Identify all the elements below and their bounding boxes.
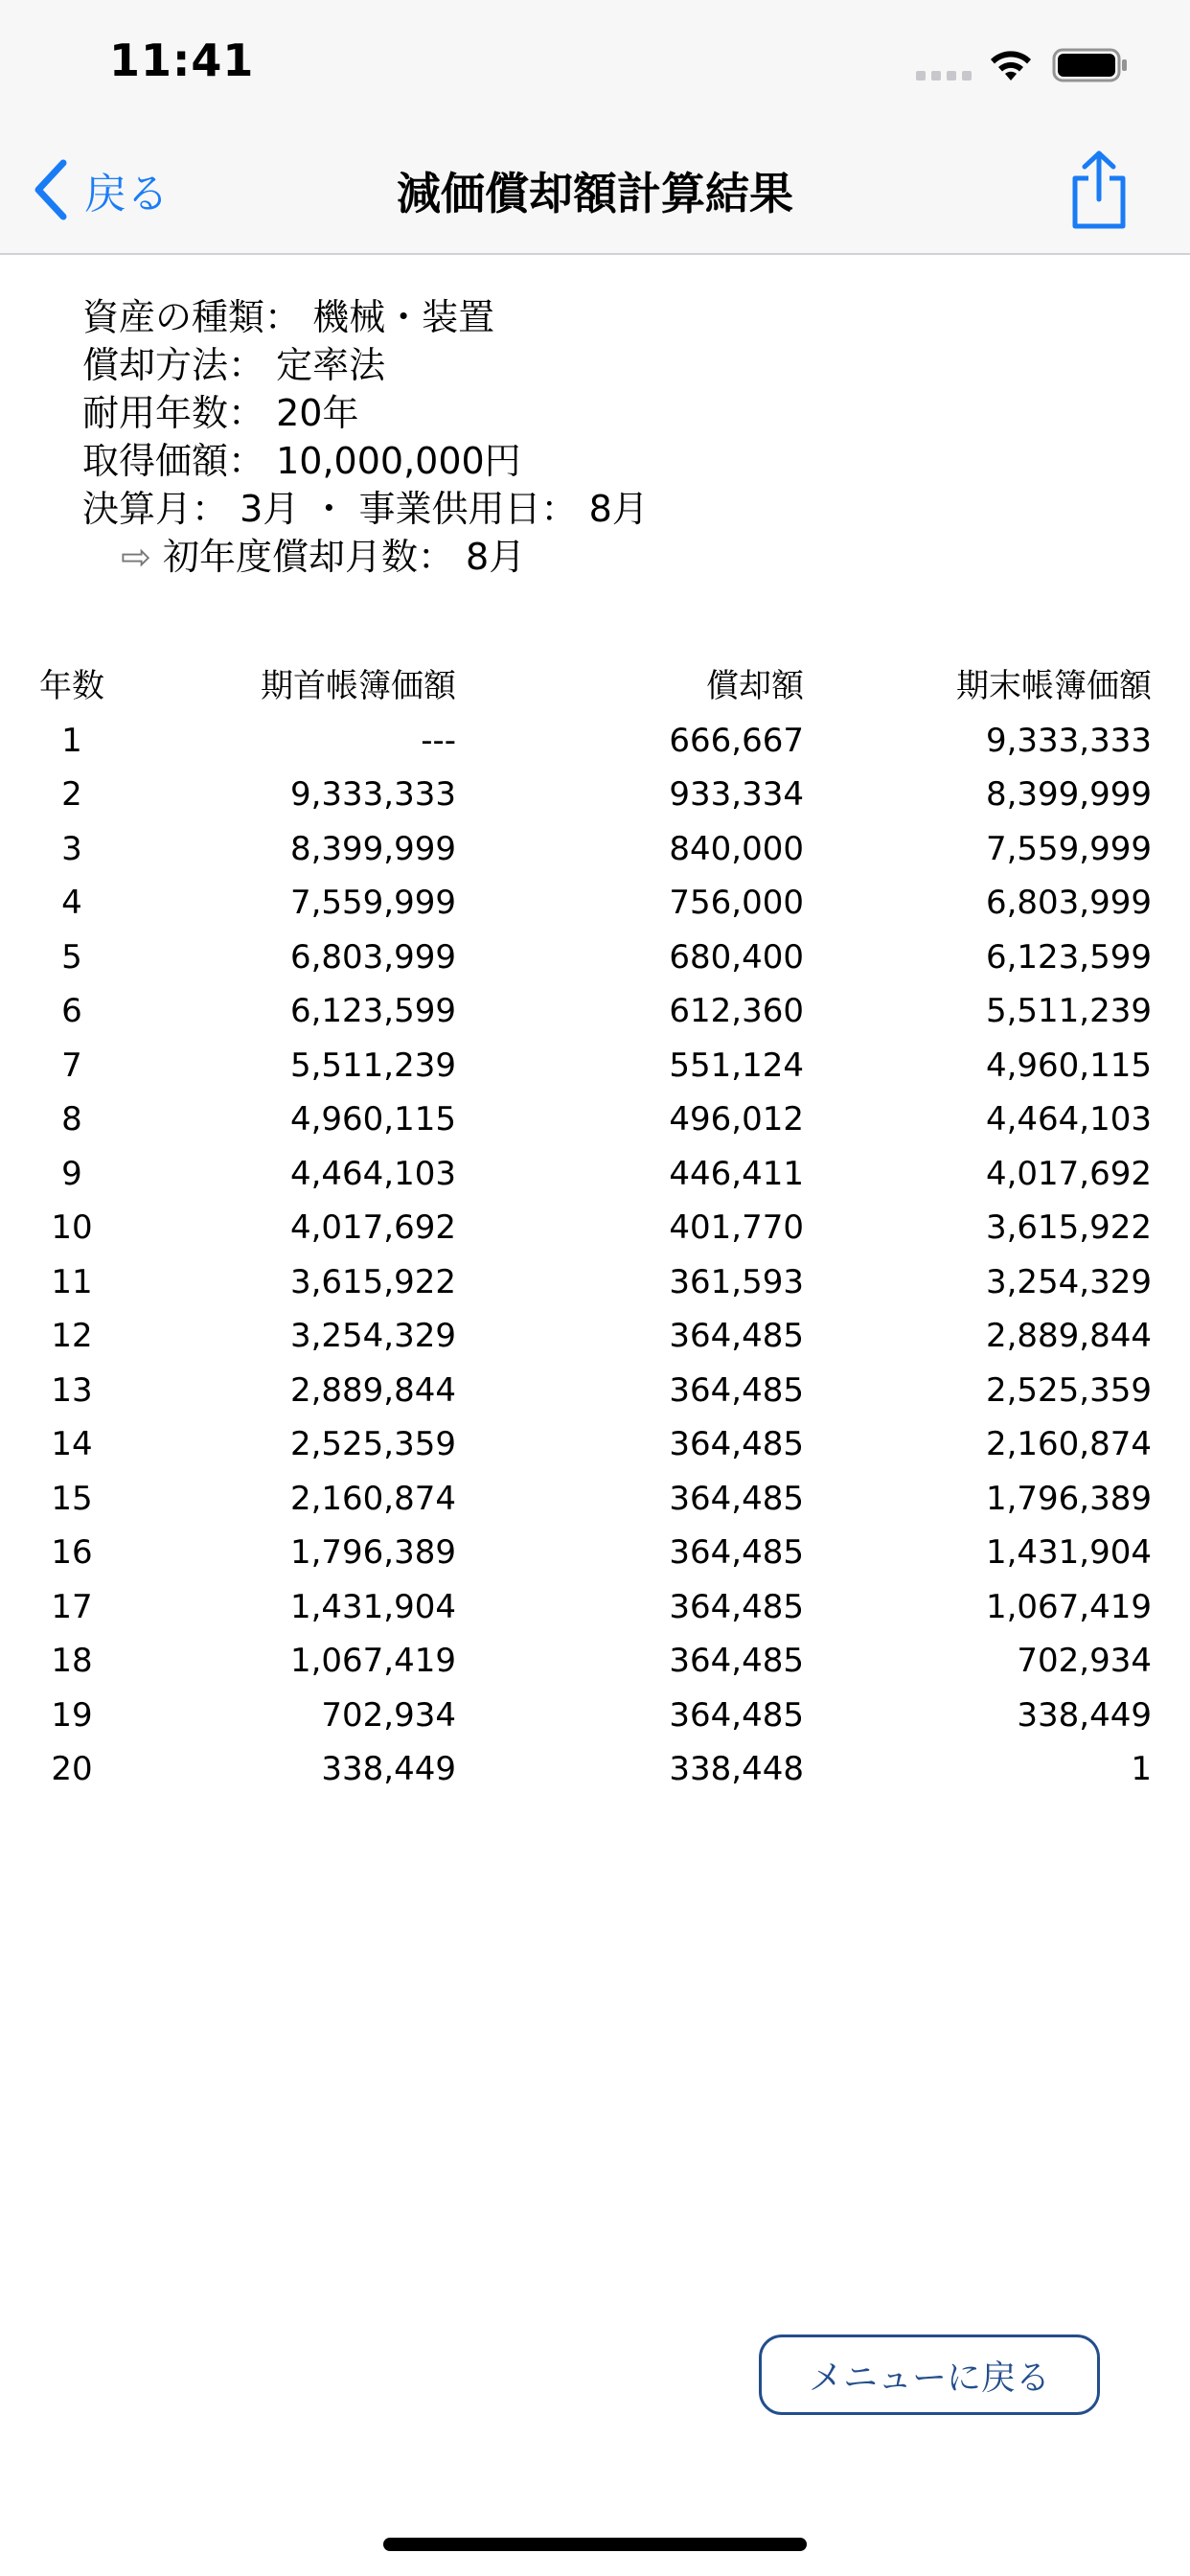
table-row [0, 1039, 1190, 1093]
closing-month-line [82, 485, 649, 533]
cell-year: 13 [51, 1370, 93, 1410]
first-year-line [82, 533, 649, 581]
cell-closing-value: 338,449 [1017, 1695, 1152, 1735]
page-title: 減価償却額計算結果 [397, 168, 793, 219]
separator: ・ [310, 488, 348, 530]
cell-year: 11 [51, 1262, 93, 1301]
cell-year: 17 [51, 1587, 93, 1626]
table-row [0, 1689, 1190, 1743]
table-row [0, 931, 1190, 985]
service-start-value: 8月 [588, 488, 649, 530]
cell-depreciation: 612,360 [669, 992, 804, 1030]
cell-opening-value: 6,123,599 [289, 992, 456, 1030]
header-opening-value: 期首帳簿価額 [261, 667, 456, 705]
cell-year: 12 [51, 1317, 93, 1355]
table-header [0, 659, 1190, 714]
back-to-menu-button[interactable]: メニューに戻る [759, 2334, 1100, 2415]
cell-year: 18 [51, 1642, 93, 1680]
cell-depreciation: 364,485 [669, 1425, 804, 1463]
table-row [0, 1147, 1190, 1202]
share-icon[interactable] [1065, 150, 1133, 230]
cell-depreciation: 364,485 [669, 1695, 804, 1735]
table-row [0, 1742, 1190, 1797]
cell-year: 19 [51, 1695, 93, 1735]
back-label: 戻る [84, 170, 169, 218]
cell-opening-value: 3,254,329 [289, 1317, 456, 1355]
cell-depreciation: 680,400 [669, 937, 804, 977]
cellular-signal-icon [916, 71, 972, 80]
cell-year: 14 [51, 1425, 93, 1463]
calculation-summary [82, 293, 649, 581]
cell-year: 2 [61, 775, 82, 814]
cell-opening-value: 2,160,874 [289, 1479, 456, 1518]
cell-opening-value: 4,017,692 [289, 1208, 456, 1247]
cell-depreciation: 364,485 [669, 1587, 804, 1626]
cell-depreciation: 496,012 [669, 1100, 804, 1138]
table-row [0, 1201, 1190, 1255]
service-start-label: 事業供用日： [358, 488, 578, 530]
first-year-label: 初年度償却月数： [162, 536, 454, 578]
cell-year: 20 [51, 1750, 93, 1788]
cell-depreciation: 756,000 [669, 884, 804, 922]
cell-depreciation: 401,770 [669, 1208, 804, 1247]
cell-depreciation: 551,124 [669, 1046, 804, 1085]
table-row [0, 1092, 1190, 1147]
table-row [0, 1417, 1190, 1472]
table-row [0, 1309, 1190, 1364]
cell-depreciation: 364,485 [669, 1370, 804, 1410]
cell-opening-value: 5,511,239 [289, 1046, 456, 1085]
table-row [0, 768, 1190, 822]
cell-closing-value: 1,067,419 [985, 1587, 1152, 1626]
battery-icon [1052, 46, 1129, 84]
table-body [0, 714, 1190, 1797]
asset-type-line [82, 293, 649, 341]
cell-opening-value: 1,431,904 [289, 1587, 456, 1626]
navigation-bar [0, 126, 1190, 255]
wifi-icon [987, 46, 1035, 84]
cell-depreciation: 361,593 [669, 1262, 804, 1301]
cell-opening-value: 4,960,115 [289, 1100, 456, 1138]
cell-year: 16 [51, 1533, 93, 1572]
first-year-value: 8月 [466, 536, 526, 578]
cell-depreciation: 338,448 [669, 1750, 804, 1788]
cost-line [82, 437, 649, 485]
cost-value: 10,000,000円 [276, 440, 521, 482]
status-bar [0, 0, 1190, 126]
cell-opening-value: 2,525,359 [289, 1425, 456, 1463]
cell-depreciation: 364,485 [669, 1533, 804, 1572]
cell-closing-value: 7,559,999 [985, 829, 1152, 868]
table-row [0, 984, 1190, 1039]
cell-year: 9 [61, 1154, 82, 1193]
method-line [82, 341, 649, 389]
asset-type-value: 機械・装置 [312, 296, 495, 338]
closing-month-label: 決算月： [82, 488, 229, 530]
cell-closing-value: 2,525,359 [985, 1370, 1152, 1410]
table-row [0, 1580, 1190, 1635]
cell-closing-value: 6,123,599 [985, 937, 1152, 977]
closing-month-value: 3月 [240, 488, 300, 530]
cell-opening-value: 1,796,389 [289, 1533, 456, 1572]
method-label: 償却方法： [82, 344, 265, 386]
cell-year: 4 [61, 884, 82, 922]
table-row [0, 1472, 1190, 1527]
cell-opening-value: 8,399,999 [289, 829, 456, 868]
table-row [0, 822, 1190, 877]
cell-depreciation: 364,485 [669, 1317, 804, 1355]
cell-depreciation: 933,334 [669, 775, 804, 814]
cell-depreciation: 364,485 [669, 1479, 804, 1518]
header-depreciation: 償却額 [706, 667, 804, 705]
cell-year: 6 [61, 992, 82, 1030]
status-time: 11:41 [109, 34, 255, 86]
cell-year: 3 [61, 829, 82, 868]
cell-closing-value: 1,796,389 [985, 1479, 1152, 1518]
useful-life-value: 20年 [276, 392, 359, 434]
cell-closing-value: 5,511,239 [985, 992, 1152, 1030]
cell-depreciation: 446,411 [669, 1154, 804, 1193]
cell-year: 15 [51, 1479, 93, 1518]
table-row [0, 1634, 1190, 1689]
cell-opening-value: 9,333,333 [289, 775, 456, 814]
cell-year: 7 [61, 1046, 82, 1085]
table-row [0, 1255, 1190, 1310]
cell-opening-value: 7,559,999 [289, 884, 456, 922]
useful-life-label: 耐用年数： [82, 392, 265, 434]
cell-depreciation: 666,667 [669, 721, 804, 760]
table-row [0, 714, 1190, 769]
cell-closing-value: 2,889,844 [985, 1317, 1152, 1355]
cell-depreciation: 364,485 [669, 1642, 804, 1680]
table-row [0, 876, 1190, 931]
cell-closing-value: 9,333,333 [985, 721, 1152, 760]
cell-opening-value: 4,464,103 [289, 1154, 456, 1193]
useful-life-line [82, 389, 649, 437]
cell-closing-value: 1 [1131, 1750, 1152, 1788]
cell-opening-value: 1,067,419 [289, 1642, 456, 1680]
cell-opening-value: 6,803,999 [289, 937, 456, 977]
cell-opening-value: 338,449 [321, 1750, 456, 1788]
arrow-right-icon: ⇨ [121, 536, 151, 578]
cell-year: 8 [61, 1100, 82, 1138]
asset-type-label: 資産の種類： [82, 296, 302, 338]
cell-closing-value: 702,934 [1017, 1642, 1152, 1680]
method-value: 定率法 [276, 344, 386, 386]
cell-opening-value: 702,934 [321, 1695, 456, 1735]
table-row [0, 1364, 1190, 1418]
cell-closing-value: 4,960,115 [985, 1046, 1152, 1085]
cell-closing-value: 3,615,922 [985, 1208, 1152, 1247]
cell-closing-value: 3,254,329 [985, 1262, 1152, 1301]
cell-closing-value: 4,464,103 [985, 1100, 1152, 1138]
table-row [0, 1526, 1190, 1580]
cell-opening-value: 2,889,844 [289, 1370, 456, 1410]
cell-opening-value: --- [421, 721, 456, 760]
cell-closing-value: 2,160,874 [985, 1425, 1152, 1463]
depreciation-table [0, 659, 1190, 1797]
cell-closing-value: 1,431,904 [985, 1533, 1152, 1572]
cost-label: 取得価額： [82, 440, 265, 482]
header-closing-value: 期末帳簿価額 [956, 667, 1152, 705]
home-indicator [383, 2538, 807, 2551]
cell-opening-value: 3,615,922 [289, 1262, 456, 1301]
cell-year: 10 [51, 1208, 93, 1247]
cell-depreciation: 840,000 [669, 829, 804, 868]
header-year: 年数 [39, 667, 104, 705]
cell-year: 1 [61, 721, 82, 760]
cell-closing-value: 4,017,692 [985, 1154, 1152, 1193]
cell-closing-value: 8,399,999 [985, 775, 1152, 814]
cell-closing-value: 6,803,999 [985, 884, 1152, 922]
cell-year: 5 [61, 937, 82, 977]
